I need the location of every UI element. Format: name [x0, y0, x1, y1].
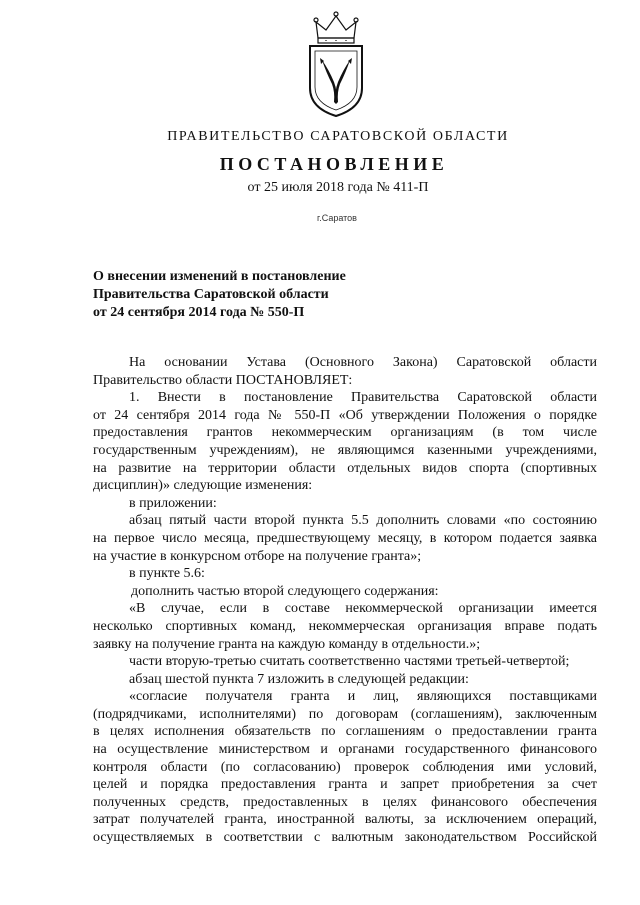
- document-date-number: от 25 июля 2018 года № 411-П: [247, 180, 429, 195]
- city-label: г.Саратов: [317, 213, 357, 223]
- body-text-line: в пункте 5.6:: [129, 566, 205, 582]
- document-type-heading: ПОСТАНОВЛЕНИЕ: [219, 154, 449, 174]
- title-line: Правительства Саратовской области: [93, 287, 329, 302]
- body-text-line: контроля области (по согласованию) проверок соблюдения ими условий,: [93, 759, 597, 775]
- government-name: ПРАВИТЕЛЬСТВО САРАТОВСКОЙ ОБЛАСТИ: [167, 129, 509, 144]
- body-text-line: (подрядчиками, исполнителями) по договорам (соглашениям), заключенным: [93, 706, 597, 722]
- document-body: [93, 354, 597, 847]
- body-text-line: На основании Устава (Основного Закона) Саратовской области: [129, 355, 597, 370]
- body-text-line: Правительство области ПОСТАНОВЛЯЕТ:: [93, 372, 353, 388]
- body-text-line: целей и порядка предоставления гранта и запрет приобретения за счет: [93, 777, 597, 793]
- body-text-line: несколько спортивных команд, некоммерческая организация вправе подать: [93, 618, 597, 634]
- body-text-line: государственным учреждениям), не являющимся казенными учреждениями,: [93, 442, 597, 458]
- title-line: от 24 сентября 2014 года № 550-П: [93, 305, 305, 320]
- document-title: [93, 268, 393, 322]
- coat-of-arms-emblem: [296, 8, 376, 118]
- body-text-line: заявку на получение гранта на каждую команду в отдельности.»;: [93, 636, 481, 652]
- body-text-line: «В случае, если в составе некоммерческой организации имеется: [129, 601, 597, 617]
- body-text-line: на осуществление министерством и органами государственного финансового: [93, 742, 597, 758]
- body-text-line: дополнить частью второй следующего содержания:: [131, 583, 439, 599]
- body-text-line: абзац шестой пункта 7 изложить в следующей редакции:: [129, 671, 469, 687]
- body-text-line: на участие в конкурсном отборе на получение гранта»;: [93, 548, 422, 564]
- body-text-line: на развитие на территории области отдельных видов спорта (спортивных: [93, 460, 597, 476]
- body-text-line: абзац пятый части второй пункта 5.5 дополнить словами «по состоянию: [129, 513, 597, 529]
- body-text-line: части вторую-третью считать соответственно частями третьей-четвертой;: [129, 654, 570, 670]
- body-text-line: в целях исполнения обязательств по соглашениям о предоставлении гранта: [93, 724, 597, 740]
- body-text-line: осуществляемых в соответствии с валютным законодательством Российской: [93, 830, 597, 846]
- body-text-line: от 24 сентября 2014 года № 550-П «Об утверждении Положения о порядке: [93, 407, 597, 423]
- body-text-line: полученных средств, предоставленных в целях финансового обеспечения: [93, 794, 597, 810]
- body-text-line: предоставления грантов некоммерческим организациям (в том числе: [93, 425, 597, 441]
- body-text-line: на первое число месяца, предшествующему месяцу, в котором подается заявка: [93, 530, 597, 546]
- body-text-line: в приложении:: [129, 495, 217, 511]
- body-text-line: дисциплин)» следующие изменения:: [93, 478, 313, 494]
- title-line: О внесении изменений в постановление: [93, 269, 346, 284]
- body-text-line: затрат получателей гранта, иностранной валюты, за исключением операций,: [93, 812, 597, 828]
- body-text-line: «согласие получателя гранта и лиц, являющихся поставщиками: [129, 689, 597, 705]
- body-text-line: 1. Внести в постановление Правительства Саратовской области: [129, 390, 597, 406]
